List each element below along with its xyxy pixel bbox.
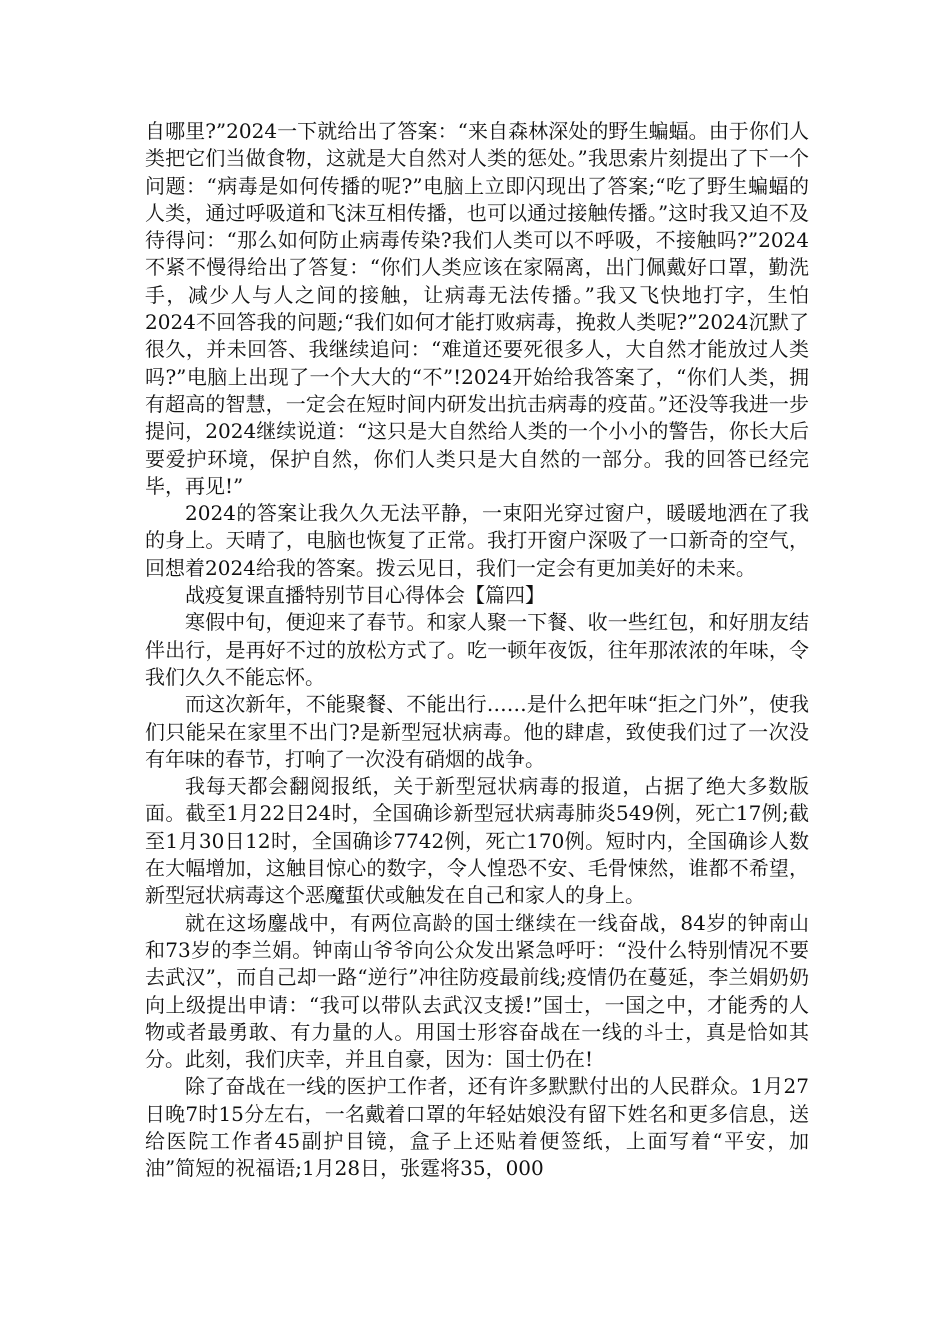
paragraph-newspaper-statistics: 我每天都会翻阅报纸，关于新型冠状病毒的报道，占据了绝大多数版面。截至1月22日24时，全国确诊新型冠状病毒肺炎549例，死亡17例;截至1月30日12时，全国确诊7742例，死亡170例。短时内，全国确诊人数在大幅增加，这触目惊心的数字，令人惶恐不安、毛骨悚然，谁都不希望，新型冠状病毒这个恶魔蜇伏或触发在自己和家人的身上。: [145, 774, 809, 908]
paragraph-new-year: 而这次新年，不能聚餐、不能出行……是什么把年味“拒之门外”，使我们只能呆在家里不出门?是新型冠状病毒。他的肆虐，致使我们过了一次没有年味的春节，打响了一次没有硝烟的战争。: [145, 692, 809, 771]
document-body: [145, 118, 809, 1183]
paragraph-continued-dialogue: 自哪里?”2024一下就给出了答案：“来自森林深处的野生蝙蝠。由于你们人类把它们当做食物，这就是大自然对人类的惩处。”我思索片刻提出了下一个问题：“病毒是如何传播的呢?”电脑上立即闪现出了答案;“吃了野生蝙蝠的人类，通过呼吸道和飞沫互相传播，也可以通过接触传播。”这时我又迫不及待得问：“那么如何防止病毒传染?我们人类可以不呼吸，不接触吗?”2024不紧不慢得给出了答复：“你们人类应该在家隔离，出门佩戴好口罩，勤洗手，减少人与人之间的接触，让病毒无法传播。”我又飞快地打字，生怕2024不回答我的问题;“我们如何才能打败病毒，挽救人类呢?”2024沉默了很久，并未回答、我继续追问：“难道还要死很多人，大自然才能放过人类吗?”电脑上出现了一个大大的“不”!2024开始给我答案了，“你们人类，拥有超高的智慧，一定会在短时间内研发出抗击病毒的疫苗。”还没等我进一步提问，2024继续说道：“这只是大自然给人类的一个小小的警告，你长大后要爱护环境，保护自然，你们人类只是大自然的一部分。我的回答已经完毕，再见!”: [145, 119, 809, 498]
paragraph-answer-reflection: 2024的答案让我久久无法平静，一束阳光穿过窗户，暖暖地洒在了我的身上。天晴了，电脑也恢复了正常。我打开窗户深吸了一口新奇的空气，回想着2024给我的答案。拨云见日，我们一定会有更加美好的未来。: [145, 501, 809, 580]
paragraph-national-heroes: 就在这场鏖战中，有两位高龄的国士继续在一线奋战，84岁的钟南山和73岁的李兰娟。钟南山爷爷向公众发出紧急呼吁：“没什么特别情况不要去武汉”，而自己却一路“逆行”冲往防疫最前线;疫情仍在蔓延，李兰娟奶奶向上级提出申请：“我可以带队去武汉支援!”国士，一国之中，才能秀的人物或者最勇敢、有力量的人。用国士形容奋战在一线的斗士，真是恰如其分。此刻，我们庆幸，并且自豪，因为：国士仍在!: [145, 910, 809, 1072]
paragraph-spring-festival: 寒假中旬，便迎来了春节。和家人聚一下餐、收一些红包，和好朋友结伴出行，是再好不过的放松方式了。吃一顿年夜饭，往年那浓浓的年味，令我们久久不能忘怀。: [145, 610, 809, 689]
paragraph-ordinary-people: 除了奋战在一线的医护工作者，还有许多默默付出的人民群众。1月27日晚7时15分左右，一名戴着口罩的年轻姑娘没有留下姓名和更多信息，送给医院工作者45副护目镜，盒子上还贴着便签纸，上面写着“平安，加油”简短的祝福语;1月28日，张霆将35，000: [145, 1074, 809, 1181]
section-heading: 战疫复课直播特别节目心得体会【篇四】: [185, 583, 545, 608]
